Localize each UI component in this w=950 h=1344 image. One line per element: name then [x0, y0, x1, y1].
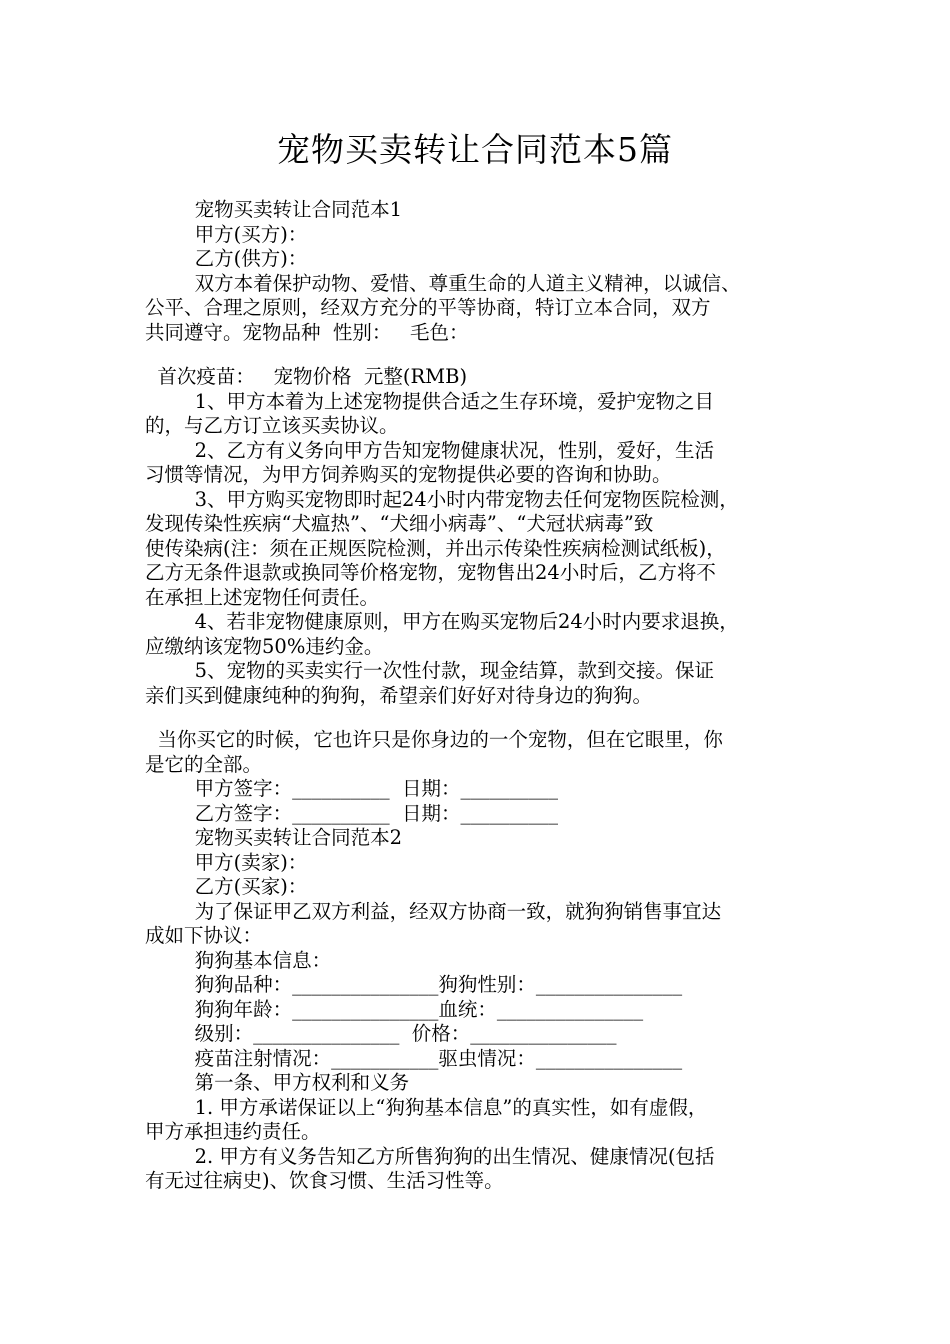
text-line: 当你买它的时候，它也许只是你身边的一个宠物，但在它眼里，你 — [145, 728, 723, 751]
text-line: 甲方签字：__________ 日期：__________ — [145, 777, 558, 800]
text-line: 狗狗基本信息： — [145, 948, 332, 972]
text-line: 成如下协议： — [145, 924, 263, 947]
text-line: 5、宠物的买卖实行一次性付款，现金结算，款到交接。保证 — [145, 659, 714, 682]
text-line: 的，与乙方订立该买卖协议。 — [145, 414, 399, 437]
document-title: 宠物买卖转让合同范本5篇 — [277, 130, 673, 169]
text-line: 有无过往病史)、饮食习惯、生活习性等。 — [145, 1169, 504, 1192]
text-line: 甲方承担违约责任。 — [145, 1120, 321, 1143]
text-line: 共同遵守。宠物品种 性别： 毛色： — [145, 320, 469, 344]
text-line: 甲方(买方)： — [145, 222, 308, 246]
text-line: 1. 甲方承诺保证以上“狗狗基本信息”的真实性，如有虚假， — [145, 1095, 708, 1119]
text-line: 狗狗年龄：_______________血统：_______________ — [145, 997, 644, 1021]
text-line: 发现传染性疾病“犬瘟热”、“犬细小病毒”、“犬冠状病毒”致 — [145, 512, 654, 535]
text-line: 3、甲方购买宠物即时起24小时内带宠物去任何宠物医院检测， — [145, 487, 739, 511]
text-line: 首次疫苗： 宠物价格 元整(RMB) — [145, 365, 468, 388]
text-line: 在承担上述宠物任何责任。 — [145, 585, 380, 609]
document-body — [145, 198, 835, 1194]
text-line: 应缴纳该宠物50%违约金。 — [145, 634, 384, 658]
blank-line — [145, 708, 835, 728]
text-line: 习惯等情况，为甲方饲养购买的宠物提供必要的咨询和协助。 — [145, 463, 672, 486]
text-line: 乙方(供方)： — [145, 247, 308, 270]
blank-line — [145, 345, 835, 365]
text-line: 双方本着保护动物、爱惜、尊重生命的人道主义精神，以诚信、 — [145, 271, 741, 295]
text-line: 乙方签字：__________ 日期：__________ — [145, 801, 558, 825]
text-line: 为了保证甲乙双方利益，经双方协商一致，就狗狗销售事宜达 — [145, 899, 722, 923]
text-line: 亲们买到健康纯种的狗狗，希望亲们好好对待身边的狗狗。 — [145, 683, 653, 707]
text-line: 4、若非宠物健康原则，甲方在购买宠物后24小时内要求退换， — [145, 610, 739, 633]
text-line: 乙方无条件退款或换同等价格宠物，宠物售出24小时后，乙方将不 — [145, 561, 716, 584]
text-line: 级别：_______________ 价格：_______________ — [145, 1022, 617, 1045]
text-line: 第一条、甲方权利和义务 — [145, 1071, 410, 1094]
text-line: 1、甲方本着为上述宠物提供合适之生存环境，爱护宠物之目 — [145, 389, 714, 413]
text-line: 是它的全部。 — [145, 752, 263, 776]
text-line: 疫苗注射情况：___________驱虫情况：_______________ — [145, 1046, 683, 1070]
text-line: 乙方(买家)： — [145, 875, 308, 898]
text-line: 狗狗品种：_______________狗狗性别：_______________ — [145, 973, 683, 996]
text-line: 2. 甲方有义务告知乙方所售狗狗的出生情况、健康情况(包括 — [145, 1144, 715, 1168]
text-line: 使传染病(注：须在正规医院检测，并出示传染性疾病检测试纸板)， — [145, 536, 726, 560]
text-line: 甲方(卖家)： — [145, 850, 308, 874]
text-line: 公平、合理之原则，经双方充分的平等协商，特订立本合同，双方 — [145, 296, 711, 319]
text-line: 2、乙方有义务向甲方告知宠物健康状况，性别，爱好，生活 — [145, 438, 714, 462]
text-line: 宠物买卖转让合同范本2 — [145, 826, 402, 849]
text-line: 宠物买卖转让合同范本1 — [145, 198, 402, 221]
